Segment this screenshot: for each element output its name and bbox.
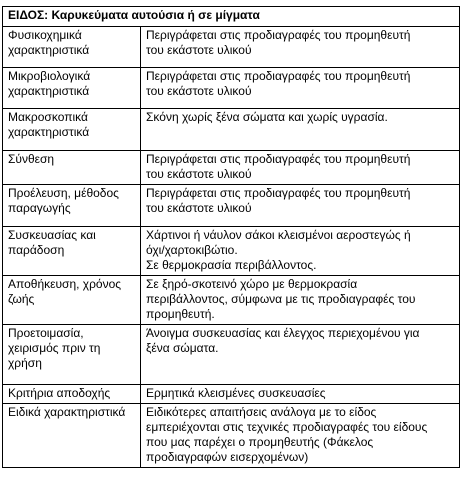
table-row xyxy=(3,27,460,68)
spec-sheet xyxy=(2,6,459,468)
value-line: όχι/χαρτοκιβώτιο. xyxy=(146,243,238,257)
spec-table xyxy=(2,6,460,468)
row-label: Κριτήρια αποδοχής xyxy=(3,385,141,404)
value-line: Περιγράφεται στις προδιαγραφές του προμηθευτή xyxy=(146,186,411,200)
row-value xyxy=(141,325,460,385)
row-value xyxy=(141,68,460,109)
row-label: Συσκευασίας και παράδοση xyxy=(3,227,141,276)
table-row xyxy=(3,185,460,227)
value-line: εμπεριέχονται στις τεχνικές προδιαγραφές του είδους xyxy=(146,420,428,434)
value-line: Άνοιγμα συσκευασίας και έλεγχος περιεχομένου για xyxy=(146,326,420,340)
value-line: που μας παρέχει ο προμηθευτής (Φάκελος xyxy=(146,435,374,449)
table-row xyxy=(3,227,460,276)
value-line: Ερμητικά κλεισμένες συσκευασίες xyxy=(146,386,326,400)
row-value xyxy=(141,109,460,151)
table-title: ΕΙΔΟΣ: Καρυκεύματα αυτούσια ή σε μίγματα xyxy=(3,7,460,27)
value-line: προμηθευτή. xyxy=(146,307,215,321)
value-line: του εκάστοτε υλικού xyxy=(146,167,252,181)
title-row xyxy=(3,7,460,27)
row-label: Φυσικοχημικά χαρακτηριστικά xyxy=(3,27,141,68)
value-line: Σε ξηρό-σκοτεινό χώρο με θερμοκρασία xyxy=(146,277,358,291)
row-value xyxy=(141,404,460,468)
value-line: Περιγράφεται στις προδιαγραφές του προμηθευτή xyxy=(146,69,411,83)
table-row xyxy=(3,385,460,404)
row-label: Ειδικά χαρακτηριστικά xyxy=(3,404,141,468)
table-row xyxy=(3,68,460,109)
table-row xyxy=(3,109,460,151)
value-line: Χάρτινοι ή νάυλον σάκοι κλεισμένοι αεροστεγώς ή xyxy=(146,228,411,242)
value-line: Σε θερμοκρασία περιβάλλοντος. xyxy=(146,258,317,272)
row-value xyxy=(141,227,460,276)
value-line: ξένα σώματα. xyxy=(146,341,219,355)
value-line: του εκάστοτε υλικού xyxy=(146,84,252,98)
table-row xyxy=(3,276,460,325)
row-label: Αποθήκευση, χρόνος ζωής xyxy=(3,276,141,325)
row-value xyxy=(141,276,460,325)
row-value xyxy=(141,185,460,227)
value-line: Σκόνη χωρίς ξένα σώματα και χωρίς υγρασία. xyxy=(146,110,388,124)
row-label: Προετοιμασία, χειρισμός πριν τη χρήση xyxy=(3,325,141,385)
row-value xyxy=(141,385,460,404)
row-value xyxy=(141,151,460,185)
value-line: Περιγράφεται στις προδιαγραφές του προμηθευτή xyxy=(146,28,411,42)
row-label: Σύνθεση xyxy=(3,151,141,185)
value-line: Περιγράφεται στις προδιαγραφές του προμηθευτή xyxy=(146,152,411,166)
value-line: προδιαγραφών εισερχομένων) xyxy=(146,450,309,464)
table-row xyxy=(3,325,460,385)
row-value xyxy=(141,27,460,68)
row-label: Προέλευση, μέθοδος παραγωγής xyxy=(3,185,141,227)
value-line: περιβάλλοντος, σύμφωνα με τις προδιαγραφές του xyxy=(146,292,416,306)
value-line: του εκάστοτε υλικού xyxy=(146,201,252,215)
value-line: Ειδικότερες απαιτήσεις ανάλογα με το είδος xyxy=(146,405,377,419)
value-line: του εκάστοτε υλικού xyxy=(146,43,252,57)
table-row xyxy=(3,151,460,185)
row-label: Μικροβιολογικά χαρακτηριστικά xyxy=(3,68,141,109)
table-row xyxy=(3,404,460,468)
row-label: Μακροσκοπικά χαρακτηριστικά xyxy=(3,109,141,151)
